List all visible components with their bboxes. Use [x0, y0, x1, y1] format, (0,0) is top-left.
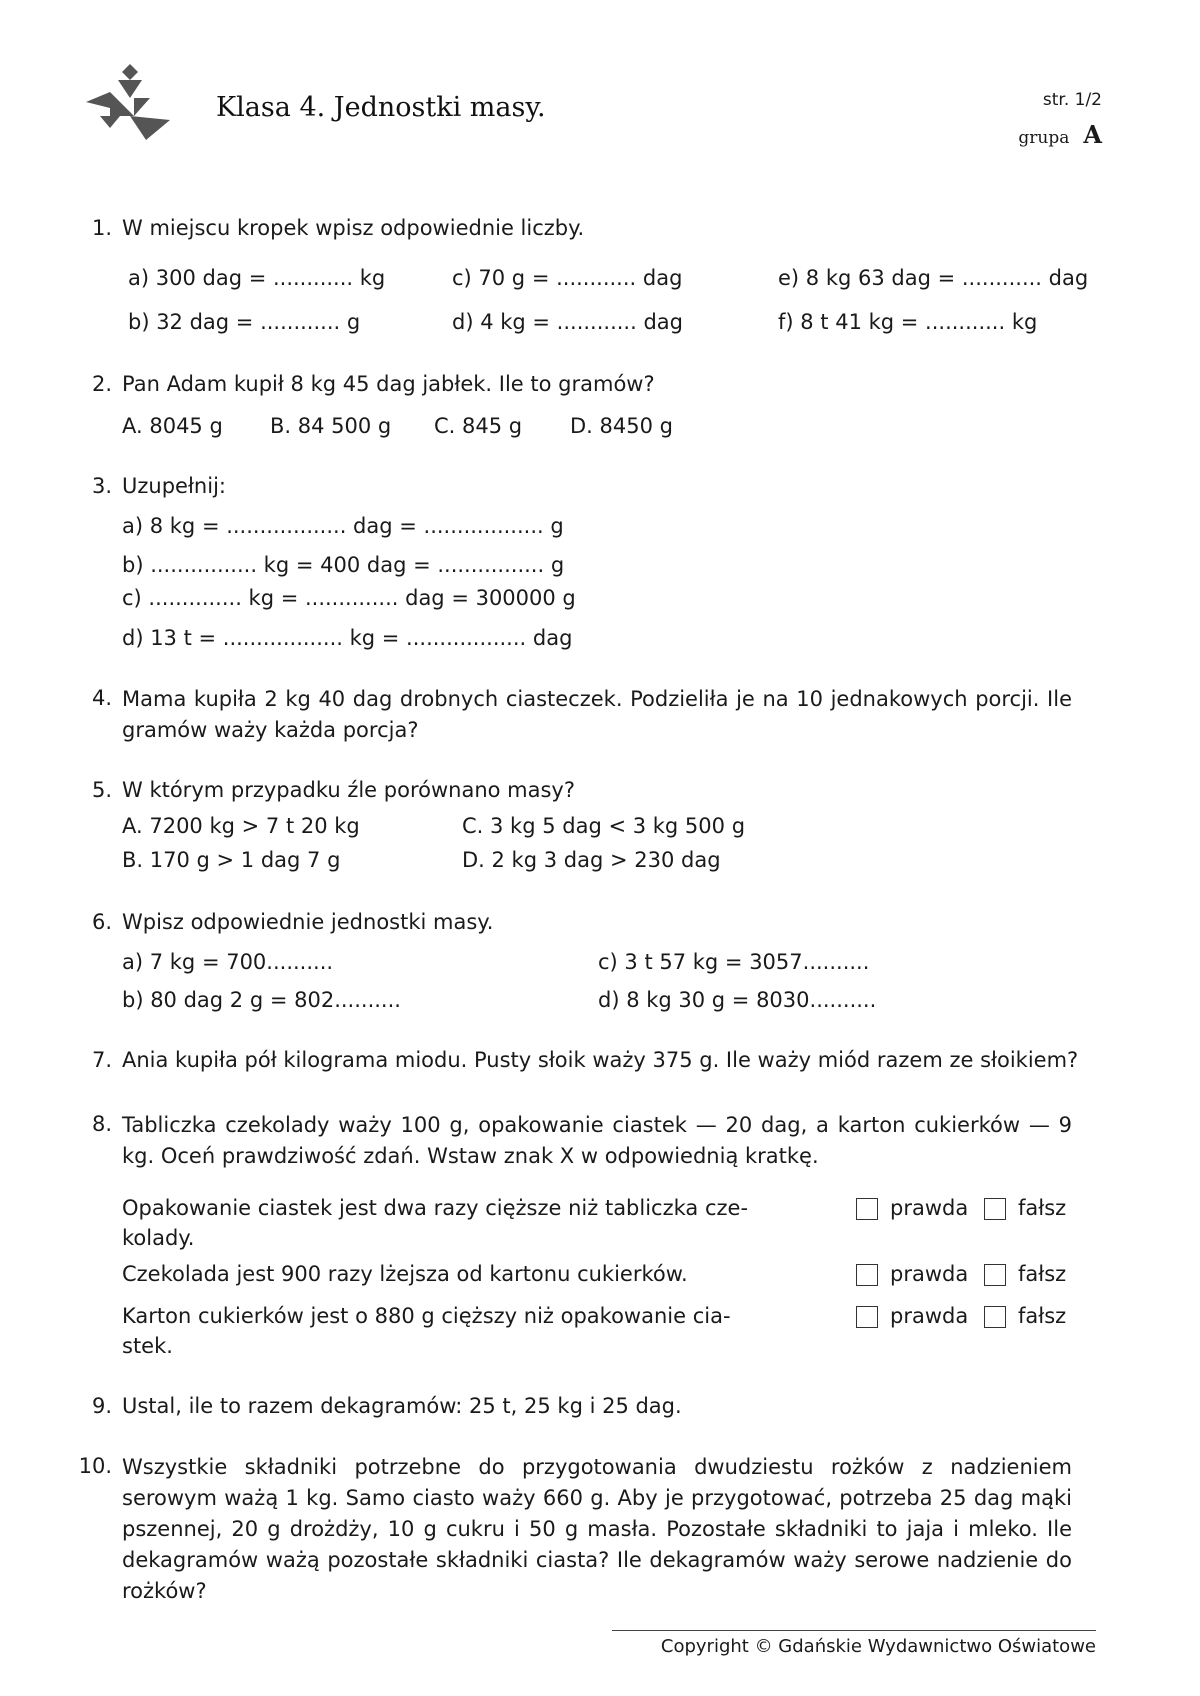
checkbox-false-1[interactable]	[984, 1198, 1006, 1220]
question-text: Wszystkie składniki potrzebne do przygotowania dwudziestu rożków z nadzieniem serowym ważą 1 kg. Samo ciasto waży 660 g. Aby je przygotować, potrzeba 25 dag mąki pszennej, 20 g drożdży, 10 g cukru i 50 g masła. Pozostałe składniki to jaja i mleko. Ile dekagramów ważą pozostałe składniki ciasta? Ile dekagramów waży serowe nadzienie do rożków?	[122, 1455, 1072, 1603]
answer-option: B. 170 g > 1 dag 7 g	[122, 848, 341, 872]
checkbox-true-2[interactable]	[856, 1264, 878, 1286]
statement-line: Czekolada jest 900 razy lżejsza od kartonu cukierków.	[122, 1262, 688, 1286]
exercise-item: d) 4 kg = ............ dag	[452, 310, 683, 334]
checkbox-false-2[interactable]	[984, 1264, 1006, 1286]
answer-option: D. 8450 g	[570, 414, 673, 438]
publisher-logo-icon	[86, 64, 170, 140]
checkbox-true-1[interactable]	[856, 1198, 878, 1220]
page-number: str. 1/2	[1042, 90, 1102, 110]
answer-option: C. 845 g	[434, 414, 523, 438]
exercise-item: b) ................ kg = 400 dag = ................ g	[122, 553, 565, 577]
answer-option: A. 7200 kg > 7 t 20 kg	[122, 814, 360, 838]
answer-option: D. 2 kg 3 dag > 230 dag	[462, 848, 721, 872]
answer-option: C. 3 kg 5 dag < 3 kg 500 g	[462, 814, 746, 838]
checkbox-false-3[interactable]	[984, 1306, 1006, 1328]
exercise-item: b) 80 dag 2 g = 802..........	[122, 988, 401, 1012]
group-value: A	[1083, 120, 1102, 149]
question-text: Ustal, ile to razem dekagramów: 25 t, 25 kg i 25 dag.	[122, 1394, 682, 1418]
statement-line: Opakowanie ciastek jest dwa razy cięższe niż tabliczka cze-	[122, 1196, 749, 1220]
exercise-item: d) 13 t = .................. kg = .................. dag	[122, 626, 573, 650]
question-text: W którym przypadku źle porównano masy?	[122, 778, 575, 802]
question-text: Mama kupiła 2 kg 40 dag drobnych ciasteczek. Podzieliła je na 10 jednakowych porcji. Ile gramów waży każda porcja?	[122, 687, 1072, 742]
question-number: 2.	[91, 372, 112, 396]
true-label: prawda	[890, 1262, 969, 1286]
answer-option: A. 8045 g	[122, 414, 223, 438]
exercise-item: c) .............. kg = .............. dag = 300000 g	[122, 586, 576, 610]
exercise-item: c) 70 g = ............ dag	[452, 266, 683, 290]
question-text: Tabliczka czekolady waży 100 g, opakowanie ciastek — 20 dag, a karton cukierków — 9 kg. Oceń prawdziwość zdań. Wstaw znak X w odpowiednią kratkę.	[122, 1113, 1072, 1168]
statement-line: kolady.	[122, 1226, 195, 1250]
exercise-item: e) 8 kg 63 dag = ............ dag	[778, 266, 1089, 290]
page-title: Klasa 4. Jednostki masy.	[216, 92, 546, 123]
question-number: 6.	[91, 910, 112, 934]
question-number: 8.	[91, 1112, 112, 1136]
question-number: 3.	[91, 474, 112, 498]
exercise-item: b) 32 dag = ............ g	[128, 310, 361, 334]
copyright-notice: Copyright © Gdańskie Wydawnictwo Oświatowe	[660, 1636, 1096, 1657]
exercise-item: a) 7 kg = 700..........	[122, 950, 334, 974]
question-text: Ania kupiła pół kilograma miodu. Pusty słoik waży 375 g. Ile waży miód razem ze słoikiem?	[122, 1048, 1079, 1072]
exercise-item: d) 8 kg 30 g = 8030..........	[598, 988, 877, 1012]
question-number: 4.	[91, 686, 112, 710]
question-text: W miejscu kropek wpisz odpowiednie liczby.	[122, 216, 585, 240]
true-label: prawda	[890, 1196, 969, 1220]
false-label: fałsz	[1018, 1304, 1067, 1328]
false-label: fałsz	[1018, 1196, 1067, 1220]
question-number: 7.	[91, 1048, 112, 1072]
question-number: 9.	[91, 1394, 112, 1418]
checkbox-true-3[interactable]	[856, 1306, 878, 1328]
question-number: 10.	[78, 1454, 112, 1478]
question-text: Pan Adam kupił 8 kg 45 dag jabłek. Ile to gramów?	[122, 372, 655, 396]
answer-option: B. 84 500 g	[270, 414, 392, 438]
group-indicator	[1018, 120, 1102, 149]
statement-line: stek.	[122, 1334, 173, 1358]
question-text: Uzupełnij:	[122, 474, 226, 498]
question-number: 1.	[91, 216, 112, 240]
exercise-item: a) 8 kg = .................. dag = .................. g	[122, 514, 564, 538]
exercise-item: c) 3 t 57 kg = 3057..........	[598, 950, 870, 974]
question-number: 5.	[91, 778, 112, 802]
statement-line: Karton cukierków jest o 880 g cięższy niż opakowanie cia-	[122, 1304, 731, 1328]
exercise-item: a) 300 dag = ............ kg	[128, 266, 386, 290]
question-text: Wpisz odpowiednie jednostki masy.	[122, 910, 494, 934]
exercise-item: f) 8 t 41 kg = ............ kg	[778, 310, 1038, 334]
group-label: grupa	[1018, 128, 1070, 148]
false-label: fałsz	[1018, 1262, 1067, 1286]
footer-divider	[612, 1630, 1096, 1631]
true-label: prawda	[890, 1304, 969, 1328]
